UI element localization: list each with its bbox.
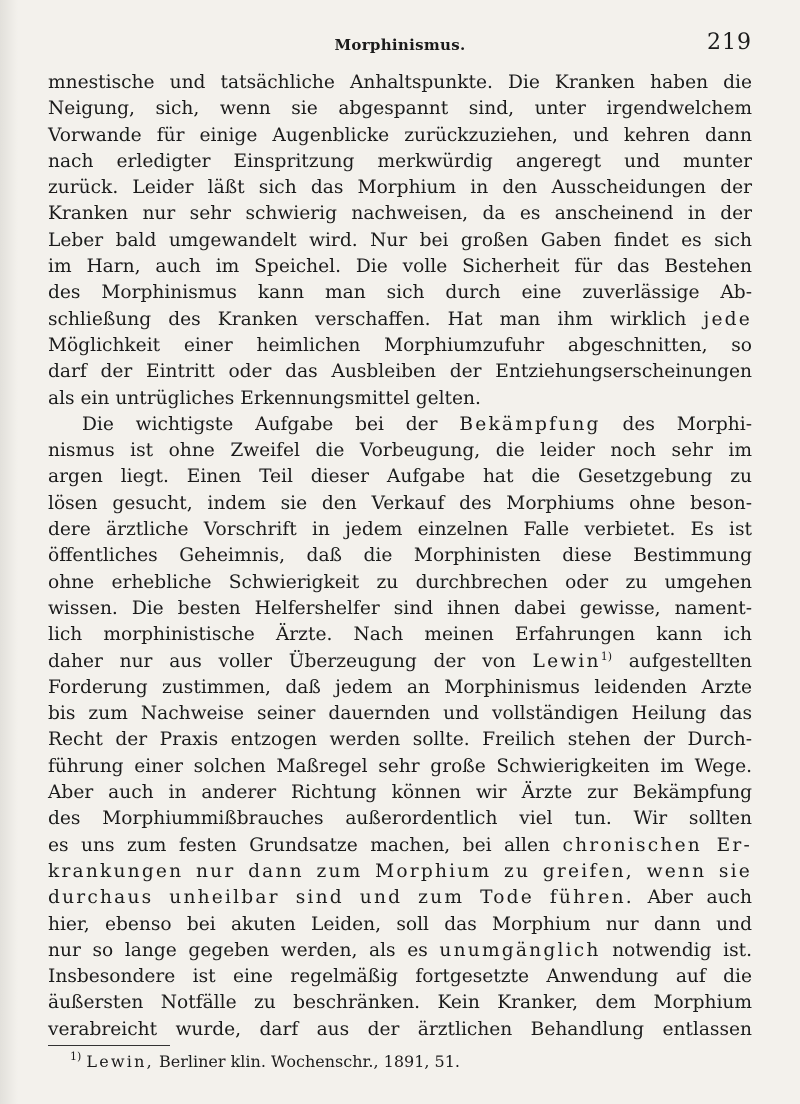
text-line xyxy=(48,307,752,333)
text-line: Leber bald umgewandelt wird. Nur bei großen Gaben findet es sich xyxy=(48,229,752,251)
page-edge xyxy=(0,0,18,1104)
text-line: Forderung zustimmen, daß jedem an Morphinismus leidenden Arzte xyxy=(48,676,752,698)
text-line: äußersten Notfälle zu beschränken. Kein Kranker, dem Morphium xyxy=(48,992,752,1014)
emphasis-spaced: unumgänglich xyxy=(439,939,601,961)
text-line: bis zum Nachweise seiner dauernden und vollständigen Heilung das xyxy=(48,703,752,725)
text-line: Kranken nur sehr schwierig nachweisen, da es anscheinend in der xyxy=(48,203,752,225)
text-line xyxy=(48,412,752,438)
footnote-reference: 1) xyxy=(600,649,613,663)
text-line: argen liegt. Einen Teil dieser Aufgabe hat die Gesetzgebung zu xyxy=(48,466,752,488)
text-line: hier, ebenso bei akuten Leiden, soll das Morphium nur dann und xyxy=(48,913,752,935)
text-segment: Die wichtigste Aufgabe bei der xyxy=(82,413,438,435)
text-line: Neigung, sich, wenn sie abgespannt sind, unter irgendwelchem xyxy=(48,98,752,120)
text-segment: daher nur aus voller Überzeugung der von xyxy=(48,650,516,672)
emphasis-spaced: durchaus unheilbar sind und zum Tode führen. xyxy=(48,887,634,909)
text-line-spaced: krankungen nur dann zum Morphium zu greifen, wenn sie xyxy=(48,860,752,882)
text-line: lösen gesucht, indem sie den Verkauf des Morphiums ohne beson- xyxy=(48,492,752,514)
text-line xyxy=(48,885,752,911)
emphasis-spaced: chronischen Er- xyxy=(562,834,752,856)
text-line: Insbesondere ist eine regelmäßig fortgesetzte Anwendung auf die xyxy=(48,966,752,988)
footnote-divider xyxy=(48,1045,170,1046)
text-line: ohne erhebliche Schwierigkeit zu durchbrechen oder zu umgehen xyxy=(48,571,752,593)
text-line: zurück. Leider läßt sich das Morphium in den Ausscheidungen der xyxy=(48,177,752,199)
text-line: im Harn, auch im Speichel. Die volle Sicherheit für das Bestehen xyxy=(48,256,752,278)
text-line: öffentliches Geheimnis, daß die Morphinisten diese Bestimmung xyxy=(48,545,752,567)
text-segment: schließung des Kranken verschaffen. Hat man ihm wirklich xyxy=(48,308,687,330)
footnote-text: Berliner klin. Wochenschr., 1891, 51. xyxy=(158,1052,460,1071)
text-segment: notwendig ist. xyxy=(612,939,752,961)
text-line: mnestische und tatsächliche Anhaltspunkte. Die Kranken haben die xyxy=(48,72,752,93)
text-line: verabreicht wurde, darf aus der ärztlichen Behandlung entlassen xyxy=(48,1018,752,1040)
text-line: Recht der Praxis entzogen werden sollte. Freilich stehen der Durch- xyxy=(48,729,752,751)
text-line: lich morphinistische Ärzte. Nach meinen Erfahrungen kann ich xyxy=(48,624,752,646)
text-segment: des Morphi- xyxy=(622,413,752,435)
emphasis-spaced: Bekämpfung xyxy=(459,413,601,435)
footnote-marker: 1) xyxy=(70,1050,82,1063)
emphasis-spaced: jede xyxy=(703,308,752,330)
text-line: des Morphiummißbrauches außerordentlich viel tun. Wir sollten xyxy=(48,808,752,830)
text-segment: Aber auch xyxy=(647,887,753,909)
text-segment: es uns zum festen Grundsatze machen, bei allen xyxy=(48,834,550,856)
footnote xyxy=(70,1051,460,1073)
running-title: Morphinismus. xyxy=(334,36,466,54)
text-line xyxy=(48,938,752,964)
text-line: Vorwande für einige Augenblicke zurückzuziehen, und kehren dann xyxy=(48,124,752,146)
text-line: Möglichkeit einer heimlichen Morphiumzufuhr abgeschnitten, so xyxy=(48,334,752,356)
text-line: wissen. Die besten Helfershelfer sind ihnen dabei gewisse, nament- xyxy=(48,597,752,619)
text-line xyxy=(48,833,752,859)
text-segment: nur so lange gegeben werden, als es xyxy=(48,939,428,961)
body-text xyxy=(48,70,752,1043)
text-line: darf der Eintritt oder das Ausbleiben der Entziehungserscheinungen xyxy=(48,361,752,383)
emphasis-spaced: Lewin xyxy=(532,650,601,672)
text-line: nach erledigter Einspritzung merkwürdig angeregt und munter xyxy=(48,150,752,172)
text-line: des Morphinismus kann man sich durch eine zuverlässige Ab- xyxy=(48,282,752,304)
text-line: als ein untrügliches Erkennungsmittel gelten. xyxy=(48,387,481,409)
running-head xyxy=(48,30,752,60)
text-line xyxy=(48,649,752,675)
text-segment: aufgestellten xyxy=(628,650,752,672)
page-number: 219 xyxy=(707,30,752,55)
footnote-author: Lewin, xyxy=(86,1052,154,1071)
text-line: Aber auch in anderer Richtung können wir Ärzte zur Bekämpfung xyxy=(48,782,752,804)
text-line: dere ärztliche Vorschrift in jedem einzelnen Falle verbietet. Es ist xyxy=(48,519,752,541)
text-line: nismus ist ohne Zweifel die Vorbeugung, die leider noch sehr im xyxy=(48,440,752,462)
text-line: führung einer solchen Maßregel sehr große Schwierigkeiten im Wege. xyxy=(48,755,752,777)
